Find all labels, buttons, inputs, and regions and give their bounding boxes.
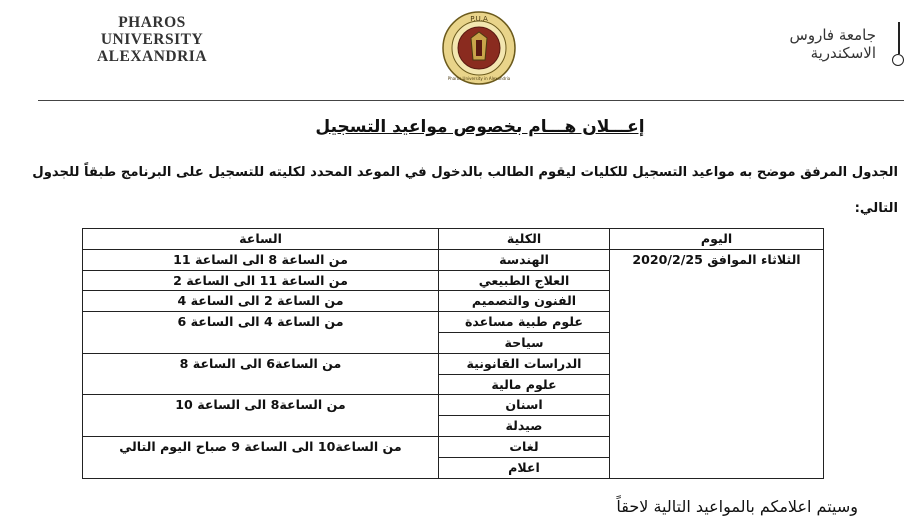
header-divider [38,100,904,101]
corner-mark [898,22,900,54]
faculty-cell: الدراسات القانونية [439,353,610,374]
announcement-title: إعـــلان هـــام بخصوص مواعيد التسجيل [315,117,645,137]
registration-schedule-table [82,228,824,479]
university-seal-icon [441,10,517,86]
university-name-arabic [676,26,876,62]
faculty-cell: العلاج الطبيعي [439,270,610,291]
announcement-paragraph: الجدول المرفق موضح به مواعيد التسجيل للكليات ليقوم الطالب بالدخول في الموعد المحدد لكليته للتسجيل على البرنامج طبقاً للجدول التالي: [32,165,898,216]
time-cell: من الساعة6 الى الساعة 8 [83,353,439,395]
time-cell: من الساعة 4 الى الساعة 6 [83,312,439,354]
time-cell: من الساعة10 الى الساعة 9 صباح اليوم التالي [83,436,439,478]
faculty-cell: علوم مالية [439,374,610,395]
university-name-line: PHAROS [118,14,186,31]
corner-circle [892,54,904,66]
column-header-day: اليوم [610,229,824,250]
time-cell: من الساعة 8 الى الساعة 11 [83,249,439,270]
university-name-line: الاسكندرية [810,44,876,62]
seal-bottom-text: Pharos University in Alexandria [447,76,511,81]
faculty-cell: علوم طبية مساعدة [439,312,610,333]
faculty-cell: صيدلة [439,416,610,437]
time-cell: من الساعة 2 الى الساعة 4 [83,291,439,312]
university-name-line: جامعة فاروس [789,26,876,44]
footer-note: وسيتم اعلامكم بالمواعيد التالية لاحقاً [616,497,858,516]
university-name-line: UNIVERSITY [100,31,204,48]
day-cell: الثلاثاء الموافق 2020/2/25 [610,249,824,478]
faculty-cell: اعلام [439,457,610,478]
time-cell: من الساعة8 الى الساعة 10 [83,395,439,437]
table-header-row [83,229,824,250]
time-cell: من الساعة 11 الى الساعة 2 [83,270,439,291]
column-header-time: الساعة [83,229,439,250]
university-name-english [78,14,226,65]
seal-top-text: P.U.A [470,15,488,23]
column-header-faculty: الكلية [439,229,610,250]
faculty-cell: الفنون والتصميم [439,291,610,312]
university-name-line: ALEXANDRIA [96,48,208,65]
faculty-cell: الهندسة [439,249,610,270]
table-row [83,249,824,270]
faculty-cell: لغات [439,436,610,457]
faculty-cell: اسنان [439,395,610,416]
faculty-cell: سياحة [439,332,610,353]
